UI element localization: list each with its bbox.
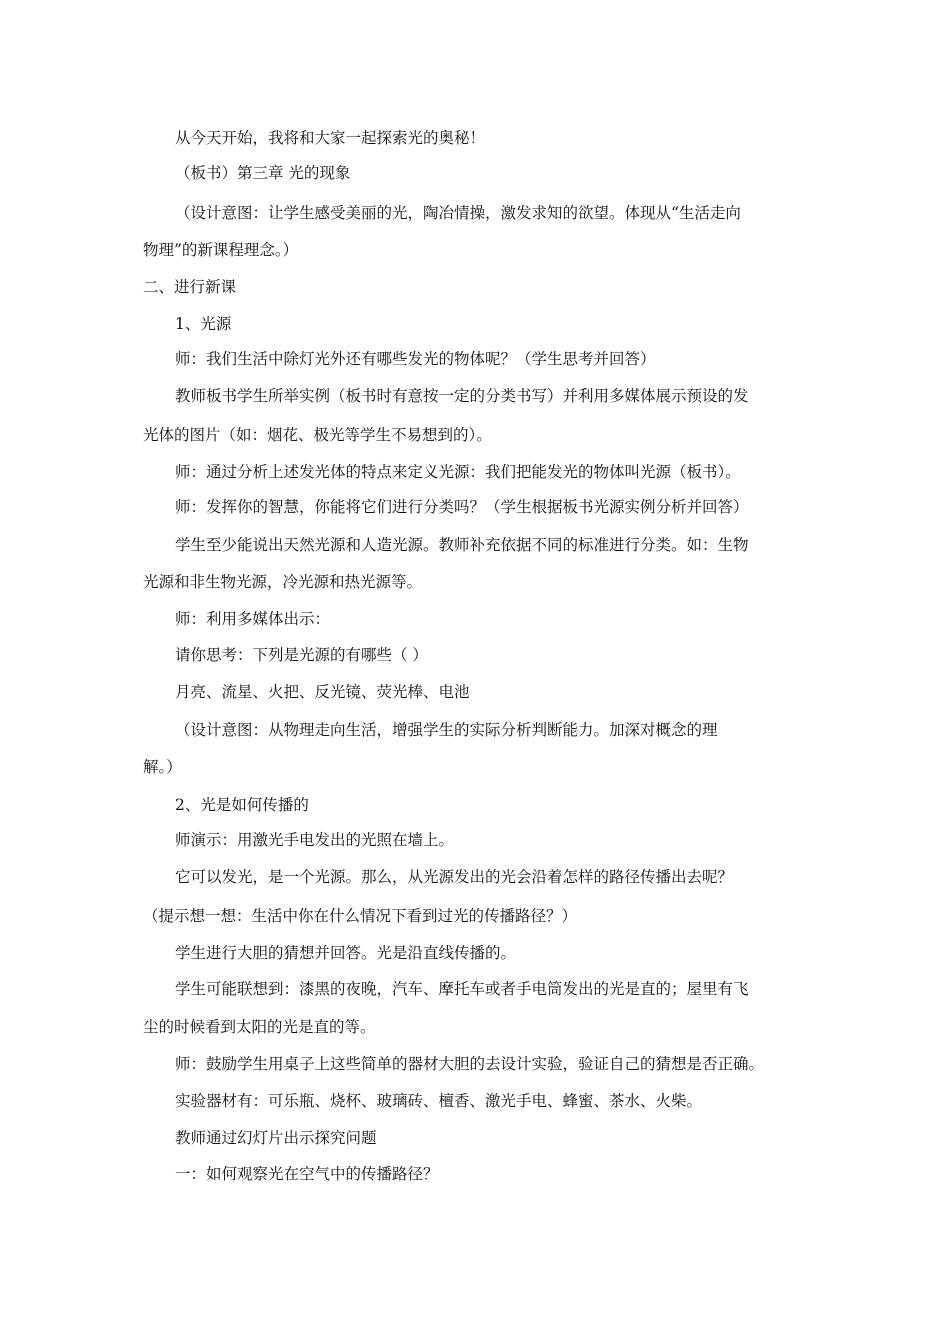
paragraph-line: 光体的图片（如：烟花、极光等学生不易想到的）。 — [143, 426, 492, 444]
paragraph-line: （设计意图：让学生感受美丽的光，陶冶情操，激发求知的欲望。体现从“生活走向 — [175, 204, 741, 222]
paragraph-line: 从今天开始，我将和大家一起探索光的奥秘！ — [175, 129, 486, 147]
paragraph-line: （设计意图：从物理走向生活，增强学生的实际分析判断能力。加深对概念的理 — [175, 721, 718, 739]
paragraph-line: 尘的时候看到太阳的光是直的等。 — [143, 1018, 376, 1036]
paragraph-line: 师：利用多媒体出示： — [175, 610, 331, 628]
paragraph-line: 学生可能联想到：漆黑的夜晚，汽车、摩托车或者手电筒发出的光是直的；屋里有飞 — [175, 980, 749, 998]
paragraph-line: 学生进行大胆的猜想并回答。光是沿直线传播的。 — [175, 944, 517, 962]
subsection-heading: 2、光是如何传播的 — [175, 796, 309, 814]
paragraph-line: （提示想一想：生活中你在什么情况下看到过光的传播路径？） — [143, 907, 578, 925]
paragraph-line: 教师通过幻灯片出示探究问题 — [175, 1129, 377, 1147]
paragraph-line: 师：我们生活中除灯光外还有哪些发光的物体呢？（学生思考并回答） — [175, 350, 656, 368]
paragraph-line: 教师板书学生所举实例（板书时有意按一定的分类书写）并利用多媒体展示预设的发 — [175, 387, 749, 405]
paragraph-line: 月亮、流星、火把、反光镜、荧光棒、电池 — [175, 683, 470, 701]
paragraph-line: 解。） — [143, 758, 182, 776]
paragraph-line: 它可以发光，是一个光源。那么，从光源发出的光会沿着怎样的路径传播出去呢？ — [175, 868, 734, 886]
paragraph-line: 师演示：用激光手电发出的光照在墙上。 — [175, 831, 455, 849]
paragraph-line: 物理”的新课程理念。） — [143, 241, 299, 259]
paragraph-line: 学生至少能说出天然光源和人造光源。教师补充依据不同的标准进行分类。如：生物 — [175, 536, 749, 554]
paragraph-line: 一：如何观察光在空气中的传播路径？ — [175, 1165, 439, 1183]
paragraph-line: 师：鼓励学生用桌子上这些简单的器材大胆的去设计实验，验证自己的猜想是否正确。 — [175, 1055, 765, 1073]
section-heading: 二、进行新课 — [143, 278, 237, 296]
paragraph-line: 光源和非生物光源，冷光源和热光源等。 — [143, 573, 423, 591]
paragraph-line: 实验器材有：可乐瓶、烧杯、玻璃砖、檀香、激光手电、蜂蜜、茶水、火柴。 — [175, 1092, 703, 1110]
paragraph-line: 请你思考：下列是光源的有哪些（ ） — [175, 646, 428, 664]
paragraph-line: （板书）第三章 光的现象 — [175, 164, 351, 182]
subsection-heading: 1、光源 — [175, 315, 232, 333]
paragraph-line: 师：通过分析上述发光体的特点来定义光源：我们把能发光的物体叫光源（板书）。 — [175, 463, 741, 481]
paragraph-line: 师：发挥你的智慧，你能将它们进行分类吗？（学生根据板书光源实例分析并回答） — [175, 498, 749, 516]
